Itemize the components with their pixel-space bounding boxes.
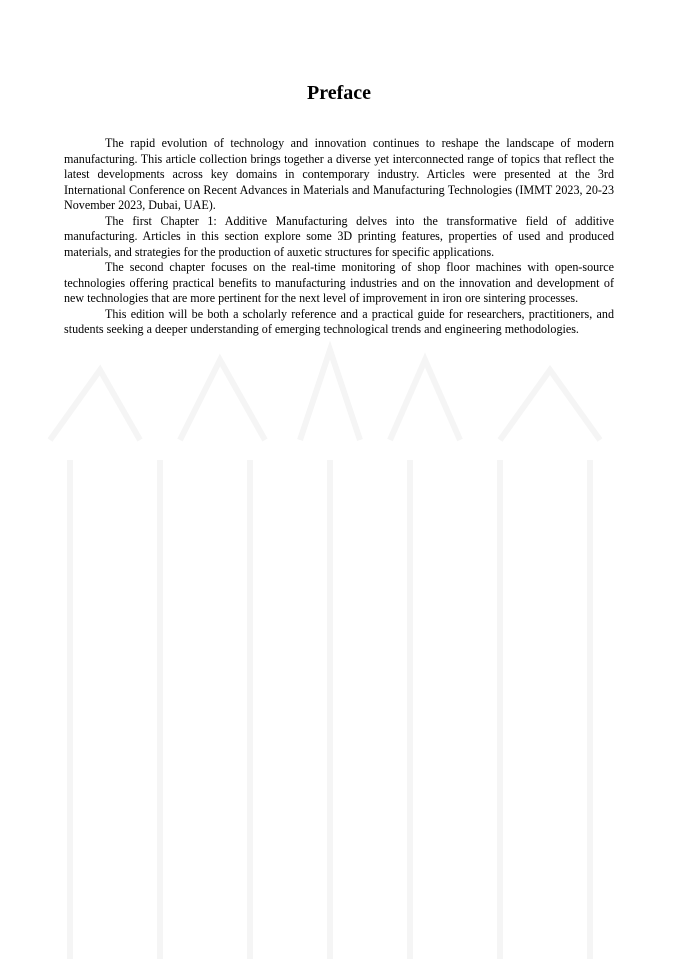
paragraph: The rapid evolution of technology and innovation continues to reshape the landscape of modern manufacturing. This article collection brings together a diverse yet interconnected range of topics that reflect the latest developments across key domains in contemporary industry. Articles were presented at the 3rd International Conference on Recent Advances in Materials and Manufacturing Technologies (IMMT 2023, 20-23 November 2023, Dubai, UAE).: [64, 136, 614, 212]
preface-body: [64, 136, 614, 338]
paragraph: The first Chapter 1: Additive Manufacturing delves into the transformative field of additive manufacturing. Articles in this section explore some 3D printing features, properties of used and produced materials, and strategies for the production of auxetic structures for specific applications.: [64, 213, 614, 259]
page-title: Preface: [306, 82, 372, 104]
paragraph: This edition will be both a scholarly reference and a practical guide for researchers, practitioners, and students seeking a deeper understanding of emerging technological trends and engineering methodologies.: [64, 306, 614, 336]
background-watermark: [30, 330, 648, 959]
paragraph: The second chapter focuses on the real-time monitoring of shop floor machines with open-source technologies offering practical benefits to manufacturing industries and on the innovation and development of new technologies that are more pertinent for the next level of improvement in iron ore sintering processes.: [64, 260, 614, 305]
